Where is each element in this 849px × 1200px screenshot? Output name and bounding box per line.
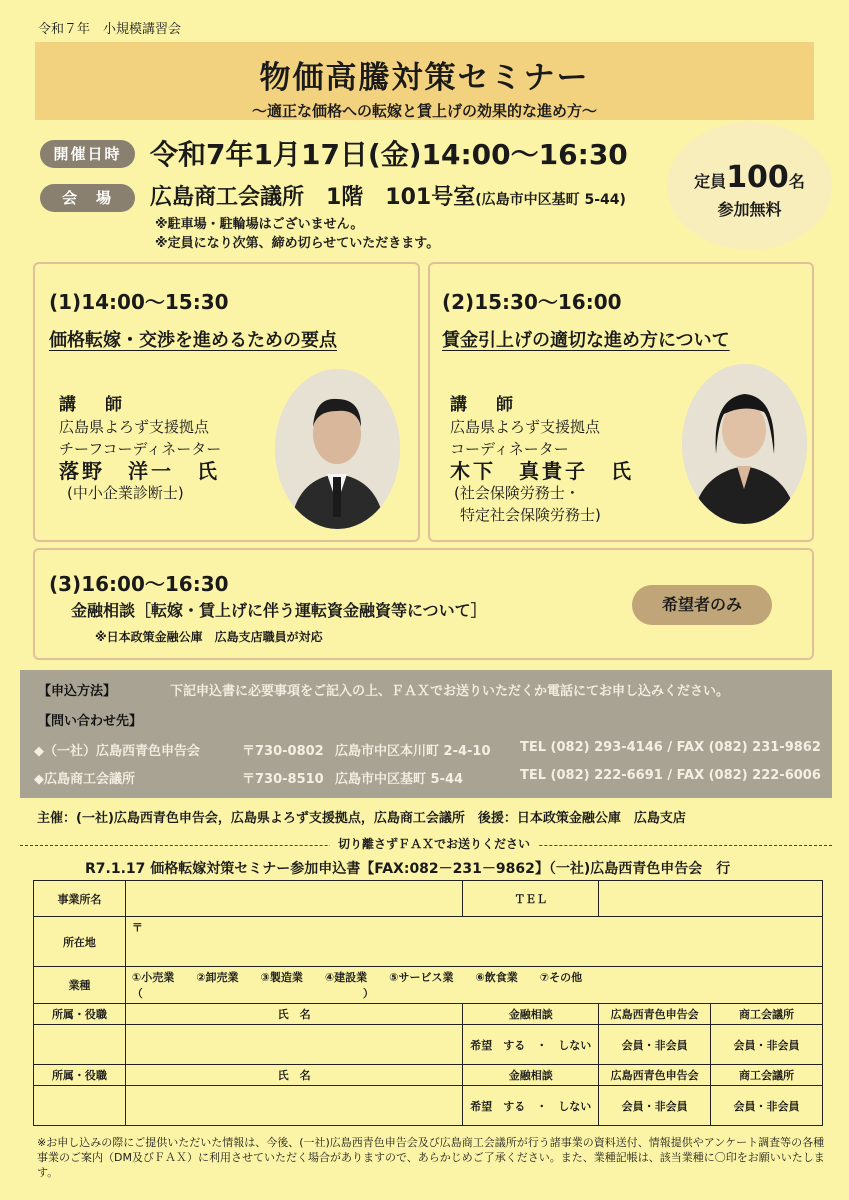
session-3-time: (3)16:00～16:30 — [49, 572, 229, 596]
business-name-label: 事業所名 — [34, 881, 126, 917]
contact-2-zip: 〒730-8510 — [242, 772, 324, 787]
contact-2-phone: TEL (082) 222-6691 / FAX (082) 222-6006 — [520, 768, 821, 783]
contact-1-address: 広島市中区本川町 2-4-10 — [335, 744, 491, 759]
note-parking: ※駐車場・駐輪場はございません。 — [155, 217, 364, 232]
lecturer-role: コーディネーター — [450, 440, 569, 458]
lecturer-label: 講 師 — [450, 395, 519, 415]
lecturer-photo-female — [682, 364, 807, 524]
session-3-note: ※日本政策金融公庫 広島支店職員が対応 — [95, 630, 323, 644]
finance-choice[interactable]: 希望 する ・ しない — [463, 1025, 599, 1065]
session-1-time: (1)14:00～15:30 — [49, 290, 229, 314]
lecturer-credential: (中小企業診断士) — [67, 484, 184, 502]
form-title: R7.1.17 価格転嫁対策セミナー参加申込書【FAX:082－231－9862】（一社)広島西青色申告会 行 — [85, 861, 731, 877]
assoc-label: 広島西青色申告会 — [599, 1004, 711, 1025]
venue-label: 会 場 — [40, 184, 135, 212]
session-3-title: 金融相談［転嫁・賃上げに伴う運転資金融資等について］ — [71, 601, 487, 620]
page-title: 物価高騰対策セミナー — [259, 60, 590, 96]
dept-field[interactable] — [34, 1086, 126, 1126]
lecturer-name: 落野 洋一 氏 — [59, 459, 220, 483]
contact-2-name: ◆広島商工会議所 — [34, 772, 135, 787]
address-label: 所在地 — [34, 917, 126, 967]
lecturer-org: 広島県よろず支援拠点 — [450, 418, 601, 436]
capacity-suffix: 名 — [788, 172, 805, 191]
capacity-badge — [667, 122, 832, 250]
assoc-member-choice[interactable]: 会員・非会員 — [599, 1086, 711, 1126]
session-2-lecturer — [450, 394, 634, 526]
organizers: 主催：(一社)広島西青色申告会，広島県よろず支援拠点，広島商工会議所 後援：日本政策金融公庫 広島支店 — [37, 811, 686, 826]
address-field[interactable] — [125, 917, 822, 967]
venue-notes — [155, 215, 439, 253]
postal-mark: 〒 — [131, 921, 143, 934]
date-value: 令和7年1月17日(金)14:00～16:30 — [150, 138, 628, 171]
tel-field[interactable] — [599, 881, 823, 917]
title-band — [35, 42, 814, 120]
apply-method-text: 下記申込書に必要事項をご記入の上、ＦＡＸでお送りいただくか電話にてお申し込みください。 — [170, 684, 730, 699]
name-label: 氏 名 — [125, 1065, 462, 1086]
finance-choice[interactable]: 希望 する ・ しない — [463, 1086, 599, 1126]
tel-label: ＴＥＬ — [463, 881, 599, 917]
note-capacity: ※定員になり次第、締め切らせていただきます。 — [155, 236, 440, 251]
contact-1-name: ◆（一社）広島西青色申告会 — [34, 744, 200, 759]
lecturer-credential-1: (社会保険労務士・ — [454, 484, 580, 502]
name-label: 氏 名 — [125, 1004, 462, 1025]
session-2-title: 賃金引上げの適切な進め方について — [442, 330, 730, 351]
lecturer-photo-male — [275, 369, 400, 529]
application-form — [33, 880, 823, 1126]
dept-field[interactable] — [34, 1025, 126, 1065]
session-1-title: 価格転嫁・交渉を進めるための要点 — [49, 330, 337, 351]
contact-2-address: 広島市中区基町 5-44 — [335, 772, 464, 787]
business-name-field[interactable] — [125, 881, 462, 917]
assoc-label: 広島西青色申告会 — [599, 1065, 711, 1086]
privacy-note: ※お申し込みの際にご提供いただいた情報は、今後、(一社)広島西青色申告会及び広島商工会議所が行う諸事業の資料送付、情報提供やアンケート調査等の各種事業のご案内（DM及びＦＡＸ）に利用させていただく場合がありますので、あらかじめご了承ください。また、業種記帳は、該当業種に〇印をお願いいたします。 — [37, 1136, 825, 1179]
finance-label: 金融相談 — [463, 1065, 599, 1086]
applicants-only-badge: 希望者のみ — [632, 585, 772, 625]
name-field[interactable] — [125, 1025, 462, 1065]
lecturer-credential-2: 特定社会保険労務士) — [460, 506, 601, 524]
chamber-label: 商工会議所 — [711, 1065, 823, 1086]
page-subtitle: ～適正な価格への転嫁と賃上げの効果的な進め方～ — [251, 102, 597, 120]
contact-1-phone: TEL (082) 293-4146 / FAX (082) 231-9862 — [520, 740, 821, 755]
chamber-label: 商工会議所 — [711, 1004, 823, 1025]
date-label: 開催日時 — [40, 140, 135, 168]
lecturer-role: チーフコーディネーター — [59, 440, 222, 458]
contact-label: 【問い合わせ先】 — [38, 714, 143, 729]
name-field[interactable] — [125, 1086, 462, 1126]
cut-instruction: 切り離さずＦＡＸでお送りください — [330, 835, 538, 852]
contact-1-zip: 〒730-0802 — [242, 744, 324, 759]
venue-address: (広島市中区基町 5-44) — [475, 192, 626, 208]
chamber-member-choice[interactable]: 会員・非会員 — [711, 1086, 823, 1126]
session-2-time: (2)15:30～16:00 — [442, 290, 622, 314]
industry-label: 業種 — [34, 967, 126, 1004]
industry-options[interactable]: ①小売業 ②卸売業 ③製造業 ④建設業 ⑤サービス業 ⑥飲食業 ⑦その他（ ） — [125, 967, 822, 1004]
lecturer-name: 木下 真貴子 氏 — [450, 459, 634, 483]
venue-name: 広島商工会議所 1階 101号室 — [150, 185, 476, 210]
session-1-lecturer — [59, 394, 221, 504]
lecturer-org: 広島県よろず支援拠点 — [59, 418, 210, 436]
venue-value — [150, 180, 626, 211]
event-category: 令和７年 小規模講習会 — [38, 22, 182, 37]
chamber-member-choice[interactable]: 会員・非会員 — [711, 1025, 823, 1065]
capacity-prefix: 定員 — [694, 172, 727, 191]
lecturer-label: 講 師 — [59, 395, 128, 415]
apply-method-label: 【申込方法】 — [38, 684, 117, 699]
session-2-box — [428, 262, 814, 542]
assoc-member-choice[interactable]: 会員・非会員 — [599, 1025, 711, 1065]
application-info — [20, 670, 832, 798]
dept-label: 所属・役職 — [34, 1065, 126, 1086]
session-1-box — [33, 262, 420, 542]
finance-label: 金融相談 — [463, 1004, 599, 1025]
dept-label: 所属・役職 — [34, 1004, 126, 1025]
capacity-number: 100 — [726, 160, 789, 195]
free-admission: 参加無料 — [717, 200, 782, 219]
